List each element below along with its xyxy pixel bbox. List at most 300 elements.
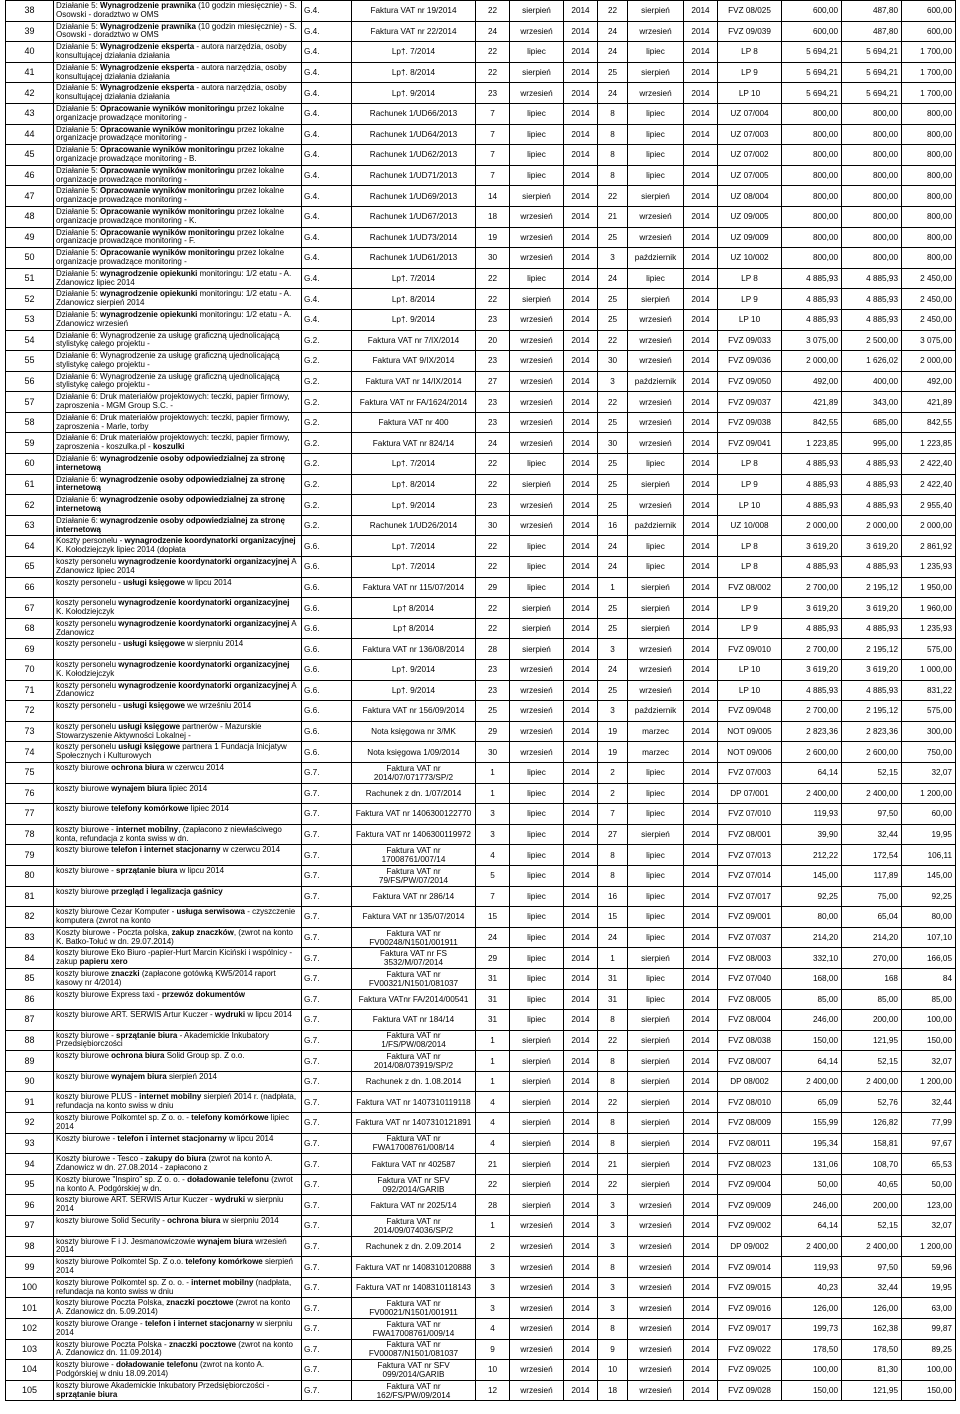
issue-day: 30 [476, 742, 510, 763]
payment-year: 2014 [684, 351, 718, 372]
row-number: 53 [6, 309, 54, 330]
issue-month: lipiec [510, 103, 564, 124]
document-number: Rachunek z dn. 1.08.2014 [352, 1071, 476, 1092]
accounting-ref: LP 10 [718, 83, 782, 104]
issue-year: 2014 [564, 330, 598, 351]
eligible-amount: 750,00 [902, 742, 956, 763]
description-suffix: - autora narzędzia, osoby konsultującej działania działania [56, 42, 287, 60]
payment-year: 2014 [684, 62, 718, 83]
document-number: Rachunek z dn. 1/07/2014 [352, 783, 476, 804]
gross-amount: 4 885,93 [782, 309, 842, 330]
document-number: Faktura VAT nr 400 [352, 412, 476, 433]
payment-month: lipiec [628, 268, 684, 289]
description-suffix: w sierpniu 2014 [220, 1216, 279, 1226]
description-suffix: w lipcu 2014 [177, 865, 225, 875]
payment-year: 2014 [684, 206, 718, 227]
document-number: Faktura VAT nr FWA17008761/009/14 [352, 1319, 476, 1340]
description-suffix: (10 godzin miesięcznie) - S. Osowski - doradztwo w OMS [56, 21, 297, 40]
payment-day: 8 [598, 145, 628, 166]
payment-year: 2014 [684, 721, 718, 742]
payment-day: 30 [598, 351, 628, 372]
expense-description [54, 1236, 302, 1257]
payment-year: 2014 [684, 1298, 718, 1319]
document-number: Faktura VAT nr 136/08/2014 [352, 639, 476, 660]
eligible-amount: 2 450,00 [902, 309, 956, 330]
issue-day: 22 [476, 618, 510, 639]
eligible-amount: 2 450,00 [902, 268, 956, 289]
issue-year: 2014 [564, 907, 598, 928]
gross-amount: 4 885,93 [782, 474, 842, 495]
payment-year: 2014 [684, 1277, 718, 1298]
accounting-ref: FVZ 09/009 [718, 1195, 782, 1216]
document-number: Faktura VAT nr SFV 099/2014/GARIB [352, 1360, 476, 1381]
payment-day: 22 [598, 392, 628, 413]
issue-month: wrzesień [510, 515, 564, 536]
net-amount: 3 619,20 [842, 598, 902, 619]
accounting-ref: FVZ 07/017 [718, 886, 782, 907]
row-number: 83 [6, 927, 54, 948]
table-row [6, 21, 956, 42]
payment-year: 2014 [684, 1339, 718, 1360]
document-number: Rachunek 1/UD61/2013 [352, 248, 476, 269]
issue-day: 15 [476, 907, 510, 928]
payment-month: wrzesień [628, 1319, 684, 1340]
gross-amount: 64,14 [782, 1216, 842, 1237]
issue-month: wrzesień [510, 495, 564, 516]
issue-day: 31 [476, 989, 510, 1010]
accounting-ref: FVZ 08/023 [718, 1154, 782, 1175]
gross-amount: 178,50 [782, 1339, 842, 1360]
issue-year: 2014 [564, 124, 598, 145]
row-number: 79 [6, 845, 54, 866]
gross-amount: 2 823,36 [782, 721, 842, 742]
budget-line: G.7. [302, 989, 352, 1010]
gross-amount: 4 885,93 [782, 454, 842, 475]
payment-day: 24 [598, 660, 628, 681]
issue-year: 2014 [564, 701, 598, 722]
payment-month: sierpień [628, 824, 684, 845]
accounting-ref: FVZ 09/036 [718, 351, 782, 372]
expense-description [54, 742, 302, 763]
description-prefix: Działanie 5: [56, 227, 101, 237]
row-number: 45 [6, 145, 54, 166]
issue-year: 2014 [564, 248, 598, 269]
expense-description [54, 392, 302, 413]
budget-line: G.7. [302, 968, 352, 989]
description-suffix: w czerwcu 2014 [164, 762, 225, 772]
net-amount: 800,00 [842, 124, 902, 145]
row-number: 86 [6, 989, 54, 1010]
expense-description [54, 907, 302, 928]
issue-month: lipiec [510, 804, 564, 825]
net-amount: 172,54 [842, 845, 902, 866]
budget-line: G.7. [302, 762, 352, 783]
payment-day: 8 [598, 1071, 628, 1092]
eligible-amount: 1 950,00 [902, 577, 956, 598]
payment-year: 2014 [684, 1051, 718, 1072]
expense-description [54, 165, 302, 186]
row-number: 61 [6, 474, 54, 495]
accounting-ref: FVZ 07/014 [718, 865, 782, 886]
payment-year: 2014 [684, 1174, 718, 1195]
table-row [6, 660, 956, 681]
budget-line: G.7. [302, 865, 352, 886]
eligible-amount: 2 450,00 [902, 289, 956, 310]
issue-day: 28 [476, 639, 510, 660]
payment-month: sierpień [628, 1113, 684, 1134]
payment-year: 2014 [684, 21, 718, 42]
description-suffix: A Zdanowicz lipiec 2014 [56, 557, 297, 575]
description-prefix: koszty personelu [56, 680, 119, 690]
payment-day: 21 [598, 1154, 628, 1175]
issue-month: wrzesień [510, 227, 564, 248]
budget-line: G.7. [302, 1277, 352, 1298]
expense-description [54, 1113, 302, 1134]
payment-year: 2014 [684, 865, 718, 886]
document-number: Faktura VAT nr 22/2014 [352, 21, 476, 42]
budget-line: G.6. [302, 721, 352, 742]
payment-year: 2014 [684, 598, 718, 619]
table-row [6, 62, 956, 83]
expense-description [54, 351, 302, 372]
payment-year: 2014 [684, 268, 718, 289]
table-row [6, 433, 956, 454]
payment-month: lipiec [628, 536, 684, 557]
issue-year: 2014 [564, 474, 598, 495]
gross-amount: 4 885,93 [782, 618, 842, 639]
issue-month: lipiec [510, 824, 564, 845]
description-prefix: koszty personelu [56, 742, 119, 752]
budget-line: G.7. [302, 1071, 352, 1092]
description-keyword: wynagrodzenie opiekunki [100, 309, 198, 319]
table-row [6, 1277, 956, 1298]
document-number: Lp†. 9/2014 [352, 660, 476, 681]
payment-year: 2014 [684, 1071, 718, 1092]
description-prefix: koszty biurowe - [56, 1360, 117, 1370]
payment-year: 2014 [684, 968, 718, 989]
issue-year: 2014 [564, 1030, 598, 1051]
payment-day: 8 [598, 103, 628, 124]
payment-day: 8 [598, 1257, 628, 1278]
description-prefix: koszty biurowe Solid Security - [56, 1216, 168, 1226]
issue-day: 4 [476, 845, 510, 866]
description-prefix: Koszty personelu - [56, 536, 125, 546]
budget-line: G.6. [302, 536, 352, 557]
gross-amount: 800,00 [782, 248, 842, 269]
document-number: Faktura VAT nr 1407310119118 [352, 1092, 476, 1113]
eligible-amount: 123,00 [902, 1195, 956, 1216]
issue-day: 4 [476, 1133, 510, 1154]
document-number: Rachunek 1/UD26/2014 [352, 515, 476, 536]
issue-day: 14 [476, 186, 510, 207]
accounting-ref: FVZ 09/014 [718, 1257, 782, 1278]
document-number: Lp†. 9/2014 [352, 495, 476, 516]
description-keyword: ochrona biura [167, 1216, 221, 1226]
issue-day: 24 [476, 21, 510, 42]
budget-line: G.4. [302, 268, 352, 289]
expense-rows [6, 1, 956, 1401]
document-number: Faktura VAT nr 1408310118143 [352, 1277, 476, 1298]
description-suffix: A Zdanowicz [56, 680, 297, 699]
budget-line: G.4. [302, 21, 352, 42]
issue-day: 7 [476, 103, 510, 124]
description-prefix: Działanie 6: [56, 515, 101, 525]
description-keyword: Opracowanie wyników monitoringu [100, 206, 235, 216]
description-keyword: doładowanie telefonu [187, 1174, 269, 1184]
issue-day: 31 [476, 968, 510, 989]
payment-day: 1 [598, 948, 628, 969]
payment-year: 2014 [684, 1010, 718, 1031]
description-suffix: lipiec 2014 [166, 783, 208, 793]
description-suffix: sierpień 2014 [56, 1257, 293, 1276]
table-row [6, 865, 956, 886]
net-amount: 117,89 [842, 865, 902, 886]
payment-day: 7 [598, 804, 628, 825]
description-keyword: wynajem biura [111, 1071, 167, 1081]
payment-year: 2014 [684, 309, 718, 330]
eligible-amount: 831,22 [902, 680, 956, 701]
issue-year: 2014 [564, 412, 598, 433]
description-suffix: , (zapłacono z niewłaściwego konta, refundacja z konta swiss w dn. [56, 824, 282, 843]
payment-year: 2014 [684, 783, 718, 804]
row-number: 69 [6, 639, 54, 660]
description-keyword: znaczki pocztowe [168, 1339, 237, 1349]
issue-month: wrzesień [510, 1257, 564, 1278]
gross-amount: 600,00 [782, 21, 842, 42]
payment-year: 2014 [684, 907, 718, 928]
payment-day: 22 [598, 1092, 628, 1113]
accounting-ref: FVZ 08/038 [718, 1030, 782, 1051]
eligible-amount: 492,00 [902, 371, 956, 392]
issue-year: 2014 [564, 309, 598, 330]
description-suffix: w sierpniu 2014 [184, 639, 244, 649]
issue-month: lipiec [510, 268, 564, 289]
table-row [6, 227, 956, 248]
description-prefix: Działanie 6: Druk materiałów projektowych: teczki, papier firmowy, zaproszenia - MGM Group S.C. - [56, 392, 290, 411]
issue-year: 2014 [564, 742, 598, 763]
payment-year: 2014 [684, 886, 718, 907]
issue-month: wrzesień [510, 742, 564, 763]
expense-description [54, 1298, 302, 1319]
description-prefix: Działanie 5: [56, 186, 101, 196]
payment-month: wrzesień [628, 1236, 684, 1257]
expense-description [54, 103, 302, 124]
expense-description [54, 1071, 302, 1092]
net-amount: 32,44 [842, 1277, 902, 1298]
accounting-ref: LP 8 [718, 42, 782, 63]
description-prefix: Działanie 6: [56, 474, 101, 484]
expense-description [54, 145, 302, 166]
payment-year: 2014 [684, 83, 718, 104]
table-row [6, 1195, 956, 1216]
budget-line: G.6. [302, 660, 352, 681]
issue-year: 2014 [564, 268, 598, 289]
issue-month: lipiec [510, 145, 564, 166]
expense-description [54, 1174, 302, 1195]
eligible-amount: 89,25 [902, 1339, 956, 1360]
net-amount: 800,00 [842, 206, 902, 227]
issue-day: 22 [476, 62, 510, 83]
expense-description [54, 824, 302, 845]
document-number: Rachunek 1/UD66/2013 [352, 103, 476, 124]
eligible-amount: 800,00 [902, 248, 956, 269]
payment-day: 8 [598, 1133, 628, 1154]
row-number: 84 [6, 948, 54, 969]
gross-amount: 800,00 [782, 145, 842, 166]
table-row [6, 165, 956, 186]
table-row [6, 474, 956, 495]
issue-day: 3 [476, 804, 510, 825]
document-number: Faktura VATnr FA/2014/00541 [352, 989, 476, 1010]
description-keyword: wynagrodzenie opiekunki [100, 268, 198, 278]
gross-amount: 5 694,21 [782, 83, 842, 104]
description-keyword: wynagrodzenie osoby odpowiedzialnej za stronę internetową [56, 454, 285, 472]
expense-description [54, 598, 302, 619]
description-keyword: sprzątanie biura [56, 1389, 118, 1399]
net-amount: 800,00 [842, 165, 902, 186]
description-prefix: Koszty biurowe "Inspiro" sp. Z o. o. - [56, 1174, 188, 1184]
description-keyword: Opracowanie wyników monitoringu [100, 227, 235, 237]
row-number: 65 [6, 557, 54, 578]
gross-amount: 492,00 [782, 371, 842, 392]
expense-description [54, 1277, 302, 1298]
payment-year: 2014 [684, 289, 718, 310]
issue-month: sierpień [510, 1133, 564, 1154]
eligible-amount: 800,00 [902, 186, 956, 207]
budget-line: G.6. [302, 598, 352, 619]
eligible-amount: 92,25 [902, 886, 956, 907]
payment-month: sierpień [628, 289, 684, 310]
description-prefix: Działanie 5: [56, 42, 101, 52]
expense-description [54, 248, 302, 269]
document-number: Faktura VAT nr 115/07/2014 [352, 577, 476, 598]
description-prefix: Działanie 5: [56, 248, 101, 258]
issue-month: sierpień [510, 186, 564, 207]
table-row [6, 557, 956, 578]
payment-day: 21 [598, 206, 628, 227]
net-amount: 4 885,93 [842, 680, 902, 701]
payment-year: 2014 [684, 948, 718, 969]
gross-amount: 3 619,20 [782, 660, 842, 681]
table-row [6, 1113, 956, 1134]
document-number: Faktura VAT nr FS 3532/M/07/2014 [352, 948, 476, 969]
accounting-ref: NOT 09/006 [718, 742, 782, 763]
issue-day: 7 [476, 165, 510, 186]
gross-amount: 199,73 [782, 1319, 842, 1340]
document-number: Lp†. 9/2014 [352, 83, 476, 104]
net-amount: 5 694,21 [842, 83, 902, 104]
description-suffix: - Akademickie Inkubatory Przedsiębiorczości [56, 1030, 269, 1049]
issue-year: 2014 [564, 227, 598, 248]
accounting-ref: UZ 07/005 [718, 165, 782, 186]
payment-month: lipiec [628, 783, 684, 804]
eligible-amount: 2 000,00 [902, 515, 956, 536]
payment-year: 2014 [684, 227, 718, 248]
payment-year: 2014 [684, 1360, 718, 1381]
payment-day: 8 [598, 1113, 628, 1134]
issue-year: 2014 [564, 145, 598, 166]
issue-day: 3 [476, 1298, 510, 1319]
table-row [6, 948, 956, 969]
row-number: 52 [6, 289, 54, 310]
net-amount: 126,82 [842, 1113, 902, 1134]
issue-month: wrzesień [510, 1360, 564, 1381]
description-suffix: Solid Group sp. Z o.o. [164, 1051, 245, 1061]
issue-year: 2014 [564, 1133, 598, 1154]
issue-day: 22 [476, 474, 510, 495]
payment-month: sierpień [628, 1071, 684, 1092]
net-amount: 178,50 [842, 1339, 902, 1360]
description-keyword: usługi księgowe [118, 742, 181, 752]
accounting-ref: FVZ 07/040 [718, 968, 782, 989]
row-number: 93 [6, 1133, 54, 1154]
accounting-ref: UZ 09/005 [718, 206, 782, 227]
net-amount: 65,04 [842, 907, 902, 928]
description-prefix: Działanie 5: [56, 206, 101, 216]
document-number: Rachunek 1/UD62/2013 [352, 145, 476, 166]
issue-month: wrzesień [510, 721, 564, 742]
description-keyword: wynagrodzenie osoby odpowiedzialnej za stronę internetową [56, 495, 285, 514]
expense-description [54, 454, 302, 475]
payment-day: 16 [598, 886, 628, 907]
net-amount: 400,00 [842, 371, 902, 392]
payment-year: 2014 [684, 412, 718, 433]
expense-description [54, 62, 302, 83]
table-row [6, 1319, 956, 1340]
issue-month: lipiec [510, 927, 564, 948]
description-prefix: koszty biurowe Akademickie Inkubatory Przedsiębiorczości - [56, 1380, 270, 1390]
description-keyword: sprzątanie biura [116, 1030, 178, 1040]
payment-day: 24 [598, 557, 628, 578]
document-number: Lp†. 7/2014 [352, 557, 476, 578]
description-keyword: wynagrodzenie koordynatorki organizacyjnej [118, 598, 290, 608]
payment-year: 2014 [684, 845, 718, 866]
payment-year: 2014 [684, 1216, 718, 1237]
gross-amount: 2 000,00 [782, 515, 842, 536]
net-amount: 168 [842, 968, 902, 989]
budget-line: G.7. [302, 1195, 352, 1216]
row-number: 72 [6, 701, 54, 722]
expense-description [54, 680, 302, 701]
description-suffix: w lipcu 2014 [245, 1010, 292, 1020]
row-number: 102 [6, 1319, 54, 1340]
gross-amount: 800,00 [782, 124, 842, 145]
payment-month: marzec [628, 721, 684, 742]
expense-description [54, 330, 302, 351]
issue-year: 2014 [564, 1154, 598, 1175]
issue-day: 2 [476, 1236, 510, 1257]
expense-description [54, 371, 302, 392]
description-prefix: koszty biurowe - [56, 824, 117, 834]
budget-line: G.7. [302, 1298, 352, 1319]
description-keyword: przegląd i legalizacja gaśnicy [111, 886, 223, 896]
description-suffix: lipiec 2014 [188, 804, 229, 814]
description-prefix: Koszty biurowe - Poczta polska, [56, 927, 172, 937]
budget-line: G.7. [302, 886, 352, 907]
description-prefix: koszty biurowe [56, 845, 112, 855]
document-number: Lp†. 7/2014 [352, 454, 476, 475]
issue-month: sierpień [510, 289, 564, 310]
net-amount: 2 400,00 [842, 1071, 902, 1092]
gross-amount: 600,00 [782, 1, 842, 22]
issue-month: sierpień [510, 1030, 564, 1051]
net-amount: 2 195,12 [842, 577, 902, 598]
payment-month: wrzesień [628, 21, 684, 42]
payment-year: 2014 [684, 660, 718, 681]
budget-line: G.7. [302, 845, 352, 866]
gross-amount: 119,93 [782, 804, 842, 825]
row-number: 98 [6, 1236, 54, 1257]
